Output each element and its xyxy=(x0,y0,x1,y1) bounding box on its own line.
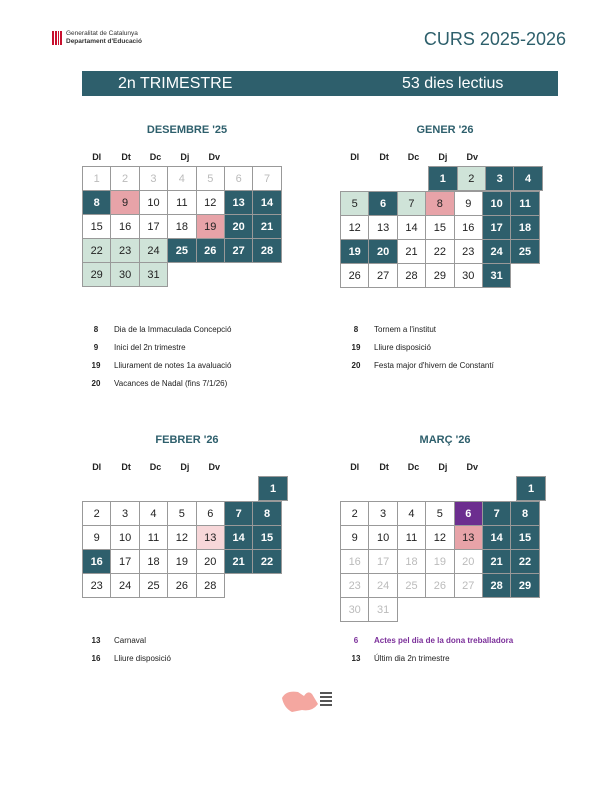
day-cell: 15 xyxy=(510,525,539,550)
day-cell: 30 xyxy=(454,263,483,288)
day-cell xyxy=(253,573,282,598)
day-cell: 17 xyxy=(110,549,139,574)
day-cell xyxy=(141,476,170,501)
day-cell: 4 xyxy=(513,166,542,191)
day-cell: 12 xyxy=(340,215,369,240)
note-text: Dia de la Immaculada Concepció xyxy=(114,324,232,334)
day-cell: 7 xyxy=(397,191,426,216)
weekday-label: Dl xyxy=(92,152,102,162)
weekday-label: Dv xyxy=(466,152,479,162)
note-day: 13 xyxy=(91,635,101,645)
day-cell: 20 xyxy=(368,239,397,264)
day-cell: 22 xyxy=(82,238,111,263)
note-text: Vacances de Nadal (fins 7/1/26) xyxy=(114,378,228,388)
day-cell: 28 xyxy=(482,573,511,598)
day-cell: 28 xyxy=(252,238,281,263)
month-title: MARÇ '26 xyxy=(419,434,471,446)
day-cell: 10 xyxy=(139,190,168,215)
day-cell: 17 xyxy=(139,214,168,239)
day-cell: 18 xyxy=(167,214,196,239)
note-item xyxy=(84,356,231,374)
month-title: DESEMBRE '25 xyxy=(146,124,228,136)
day-cell: 15 xyxy=(425,215,454,240)
day-cell: 9 xyxy=(340,525,369,550)
note-item xyxy=(84,649,171,667)
week-row xyxy=(82,501,292,525)
day-cell: 27 xyxy=(454,573,483,598)
day-cell: 22 xyxy=(425,239,454,264)
day-cell: 4 xyxy=(397,501,426,526)
day-cell: 23 xyxy=(82,573,111,598)
day-cell: 6 xyxy=(224,166,253,191)
day-cell: 3 xyxy=(485,166,514,191)
day-cell: 12 xyxy=(425,525,454,550)
note-text: Festa major d'hivern de Constantí xyxy=(374,360,494,370)
day-cell xyxy=(487,476,516,501)
day-cell: 6 xyxy=(454,501,483,526)
day-cell: 1 xyxy=(428,166,457,191)
week-row xyxy=(82,190,292,214)
week-row xyxy=(340,573,550,597)
weekday-header xyxy=(82,152,292,166)
day-cell: 16 xyxy=(454,215,483,240)
day-cell xyxy=(200,476,229,501)
day-cell xyxy=(167,262,196,287)
day-cell: 26 xyxy=(196,238,225,263)
note-day: 13 xyxy=(351,653,361,663)
day-cell xyxy=(399,166,428,191)
day-cell: 23 xyxy=(340,573,369,598)
day-cell: 26 xyxy=(340,263,369,288)
day-cell: 22 xyxy=(510,549,539,574)
day-cell: 7 xyxy=(482,501,511,526)
day-cell: 18 xyxy=(397,549,426,574)
day-cell: 15 xyxy=(252,525,281,550)
weekday-label: Dl xyxy=(92,462,102,472)
day-cell: 8 xyxy=(252,501,281,526)
school-logo-icon xyxy=(278,686,338,716)
note-text: Últim dia 2n trimestre xyxy=(374,653,450,663)
day-cell: 21 xyxy=(397,239,426,264)
day-cell: 13 xyxy=(368,215,397,240)
week-row xyxy=(82,238,292,262)
day-cell xyxy=(397,597,426,622)
week-row xyxy=(340,501,550,525)
day-cell: 26 xyxy=(167,573,196,598)
weekday-label: Dl xyxy=(350,462,360,472)
day-cell: 13 xyxy=(224,190,253,215)
note-day: 16 xyxy=(91,653,101,663)
day-cell xyxy=(340,476,369,501)
day-cell: 30 xyxy=(110,262,139,287)
day-cell: 13 xyxy=(454,525,483,550)
day-cell: 10 xyxy=(110,525,139,550)
week-row xyxy=(340,263,550,288)
weekday-header xyxy=(340,152,550,166)
note-day: 6 xyxy=(353,635,359,645)
week-row xyxy=(82,262,292,287)
weekday-label: Dj xyxy=(438,462,448,472)
day-cell: 20 xyxy=(224,214,253,239)
month-title: FEBRER '26 xyxy=(155,434,219,446)
note-item xyxy=(84,320,231,338)
week-row xyxy=(340,597,550,622)
day-cell: 2 xyxy=(457,166,486,191)
week-row xyxy=(340,166,550,191)
day-cell: 20 xyxy=(196,549,225,574)
note-item xyxy=(344,320,494,338)
day-cell: 7 xyxy=(224,501,253,526)
note-item xyxy=(344,356,494,374)
day-cell: 21 xyxy=(224,549,253,574)
day-cell xyxy=(111,476,140,501)
day-cell xyxy=(197,262,226,287)
day-cell: 10 xyxy=(368,525,397,550)
day-cell: 18 xyxy=(510,215,539,240)
day-cell: 19 xyxy=(196,214,225,239)
note-text: Lliurament de notes 1a avaluació xyxy=(114,360,232,370)
day-cell: 5 xyxy=(425,501,454,526)
day-cell: 13 xyxy=(196,525,225,550)
day-cell: 3 xyxy=(110,501,139,526)
generalitat-logo xyxy=(52,30,142,45)
weekday-label: Dv xyxy=(208,462,221,472)
day-cell xyxy=(485,597,514,622)
day-cell: 11 xyxy=(139,525,168,550)
day-cell xyxy=(428,476,457,501)
trimester-banner xyxy=(82,71,558,96)
month-calendar xyxy=(82,434,292,598)
note-text: Lliure disposició xyxy=(374,342,431,352)
day-cell: 30 xyxy=(340,597,369,622)
month-title: GENER '26 xyxy=(416,124,474,136)
week-row xyxy=(340,549,550,573)
week-row xyxy=(340,191,550,215)
lective-days: 53 dies lectius xyxy=(402,74,504,92)
weekday-header xyxy=(340,462,550,476)
day-cell: 11 xyxy=(510,191,539,216)
week-row xyxy=(82,166,292,190)
day-cell xyxy=(510,263,539,288)
note-text: Inici del 2n trimestre xyxy=(114,342,186,352)
day-cell xyxy=(226,262,255,287)
day-cell: 21 xyxy=(482,549,511,574)
day-cell: 1 xyxy=(516,476,545,501)
weekday-label: Dv xyxy=(208,152,221,162)
weekday-header xyxy=(82,462,292,476)
day-cell xyxy=(82,476,111,501)
day-cell: 2 xyxy=(82,501,111,526)
day-cell: 25 xyxy=(397,573,426,598)
weekday-label: Dv xyxy=(466,462,479,472)
note-day: 8 xyxy=(93,324,99,334)
day-cell: 1 xyxy=(82,166,111,191)
day-cell: 1 xyxy=(258,476,287,501)
day-cell: 5 xyxy=(167,501,196,526)
day-cell xyxy=(229,476,258,501)
note-item xyxy=(344,631,513,649)
note-item xyxy=(344,649,513,667)
day-cell xyxy=(514,597,543,622)
day-cell: 24 xyxy=(482,239,511,264)
day-cell: 12 xyxy=(196,190,225,215)
weekday-label: Dc xyxy=(149,462,162,472)
weekday-label: Dc xyxy=(149,152,162,162)
day-cell: 9 xyxy=(110,190,139,215)
day-cell xyxy=(369,166,398,191)
day-cell: 31 xyxy=(482,263,511,288)
day-cell: 24 xyxy=(110,573,139,598)
day-cell: 25 xyxy=(139,573,168,598)
day-cell: 22 xyxy=(252,549,281,574)
note-day: 8 xyxy=(353,324,359,334)
day-cell: 3 xyxy=(139,166,168,191)
day-cell xyxy=(458,476,487,501)
month-calendar xyxy=(340,124,550,288)
month-notes xyxy=(84,320,231,392)
month-calendar xyxy=(82,124,292,287)
day-cell: 25 xyxy=(510,239,539,264)
note-day: 19 xyxy=(91,360,101,370)
day-cell: 29 xyxy=(425,263,454,288)
note-text: Carnaval xyxy=(114,635,147,645)
day-cell: 28 xyxy=(196,573,225,598)
note-day: 9 xyxy=(93,342,99,352)
weekday-label: Dc xyxy=(407,462,420,472)
day-cell: 24 xyxy=(368,573,397,598)
day-cell xyxy=(426,597,455,622)
weekday-label: Dc xyxy=(407,152,420,162)
note-item xyxy=(84,374,231,392)
day-cell: 4 xyxy=(167,166,196,191)
weekday-label: Dt xyxy=(121,462,131,472)
trimester-title: 2n TRIMESTRE xyxy=(118,74,233,92)
note-text: Actes pel dia de la dona treballadora xyxy=(374,635,514,645)
day-cell: 14 xyxy=(482,525,511,550)
week-row xyxy=(340,239,550,263)
weekday-label: Dj xyxy=(180,462,190,472)
day-cell xyxy=(399,476,428,501)
week-row xyxy=(82,525,292,549)
day-cell: 19 xyxy=(425,549,454,574)
month-notes xyxy=(344,631,513,667)
logo-line1: Generalitat de Catalunya xyxy=(66,30,138,37)
day-cell: 16 xyxy=(340,549,369,574)
day-cell xyxy=(170,476,199,501)
day-cell: 21 xyxy=(252,214,281,239)
day-cell xyxy=(456,597,485,622)
day-cell: 11 xyxy=(397,525,426,550)
day-cell: 11 xyxy=(167,190,196,215)
day-cell: 2 xyxy=(340,501,369,526)
day-cell: 17 xyxy=(482,215,511,240)
day-cell: 27 xyxy=(368,263,397,288)
day-cell: 19 xyxy=(167,549,196,574)
month-notes xyxy=(84,631,171,667)
day-cell: 14 xyxy=(397,215,426,240)
week-row xyxy=(340,215,550,239)
day-cell: 8 xyxy=(510,501,539,526)
day-cell: 10 xyxy=(482,191,511,216)
day-cell: 31 xyxy=(139,262,168,287)
day-cell: 29 xyxy=(510,573,539,598)
day-cell: 12 xyxy=(167,525,196,550)
day-cell: 3 xyxy=(368,501,397,526)
day-cell: 23 xyxy=(110,238,139,263)
senyera-icon xyxy=(52,31,62,45)
day-cell: 4 xyxy=(139,501,168,526)
day-cell: 25 xyxy=(167,238,196,263)
note-item xyxy=(344,338,494,356)
day-cell: 2 xyxy=(110,166,139,191)
day-cell: 15 xyxy=(82,214,111,239)
day-cell: 6 xyxy=(196,501,225,526)
day-cell: 28 xyxy=(397,263,426,288)
day-cell xyxy=(369,476,398,501)
note-item xyxy=(84,631,171,649)
day-cell: 18 xyxy=(139,549,168,574)
weekday-label: Dl xyxy=(350,152,360,162)
note-text: Lliure disposició xyxy=(114,653,171,663)
week-row xyxy=(340,476,550,501)
day-cell: 9 xyxy=(454,191,483,216)
day-cell: 16 xyxy=(82,549,111,574)
day-cell: 8 xyxy=(82,190,111,215)
week-row xyxy=(82,549,292,573)
day-cell: 29 xyxy=(82,262,111,287)
day-cell: 7 xyxy=(252,166,281,191)
day-cell: 6 xyxy=(368,191,397,216)
month-calendar xyxy=(340,434,550,622)
note-day: 20 xyxy=(91,378,101,388)
day-cell: 16 xyxy=(110,214,139,239)
day-cell: 20 xyxy=(454,549,483,574)
day-cell: 9 xyxy=(82,525,111,550)
week-row xyxy=(82,476,292,501)
day-cell: 5 xyxy=(340,191,369,216)
day-cell: 23 xyxy=(454,239,483,264)
logo-line2: Departament d'Educació xyxy=(66,37,142,45)
week-row xyxy=(82,214,292,238)
course-title: CURS 2025-2026 xyxy=(423,29,566,49)
day-cell: 26 xyxy=(425,573,454,598)
day-cell: 8 xyxy=(425,191,454,216)
day-cell: 24 xyxy=(139,238,168,263)
day-cell: 19 xyxy=(340,239,369,264)
weekday-label: Dt xyxy=(379,462,389,472)
day-cell: 17 xyxy=(368,549,397,574)
day-cell: 5 xyxy=(196,166,225,191)
week-row xyxy=(82,573,292,598)
weekday-label: Dt xyxy=(379,152,389,162)
weekday-label: Dj xyxy=(438,152,448,162)
note-day: 20 xyxy=(351,360,361,370)
day-cell xyxy=(340,166,369,191)
day-cell: 31 xyxy=(368,597,397,622)
month-notes xyxy=(344,320,494,374)
day-cell: 14 xyxy=(224,525,253,550)
note-item xyxy=(84,338,231,356)
weekday-label: Dt xyxy=(121,152,131,162)
day-cell xyxy=(224,573,253,598)
note-text: Tornem a l'institut xyxy=(374,324,436,334)
week-row xyxy=(340,525,550,549)
note-day: 19 xyxy=(351,342,361,352)
day-cell: 27 xyxy=(224,238,253,263)
day-cell: 14 xyxy=(252,190,281,215)
weekday-label: Dj xyxy=(180,152,190,162)
day-cell xyxy=(255,262,284,287)
